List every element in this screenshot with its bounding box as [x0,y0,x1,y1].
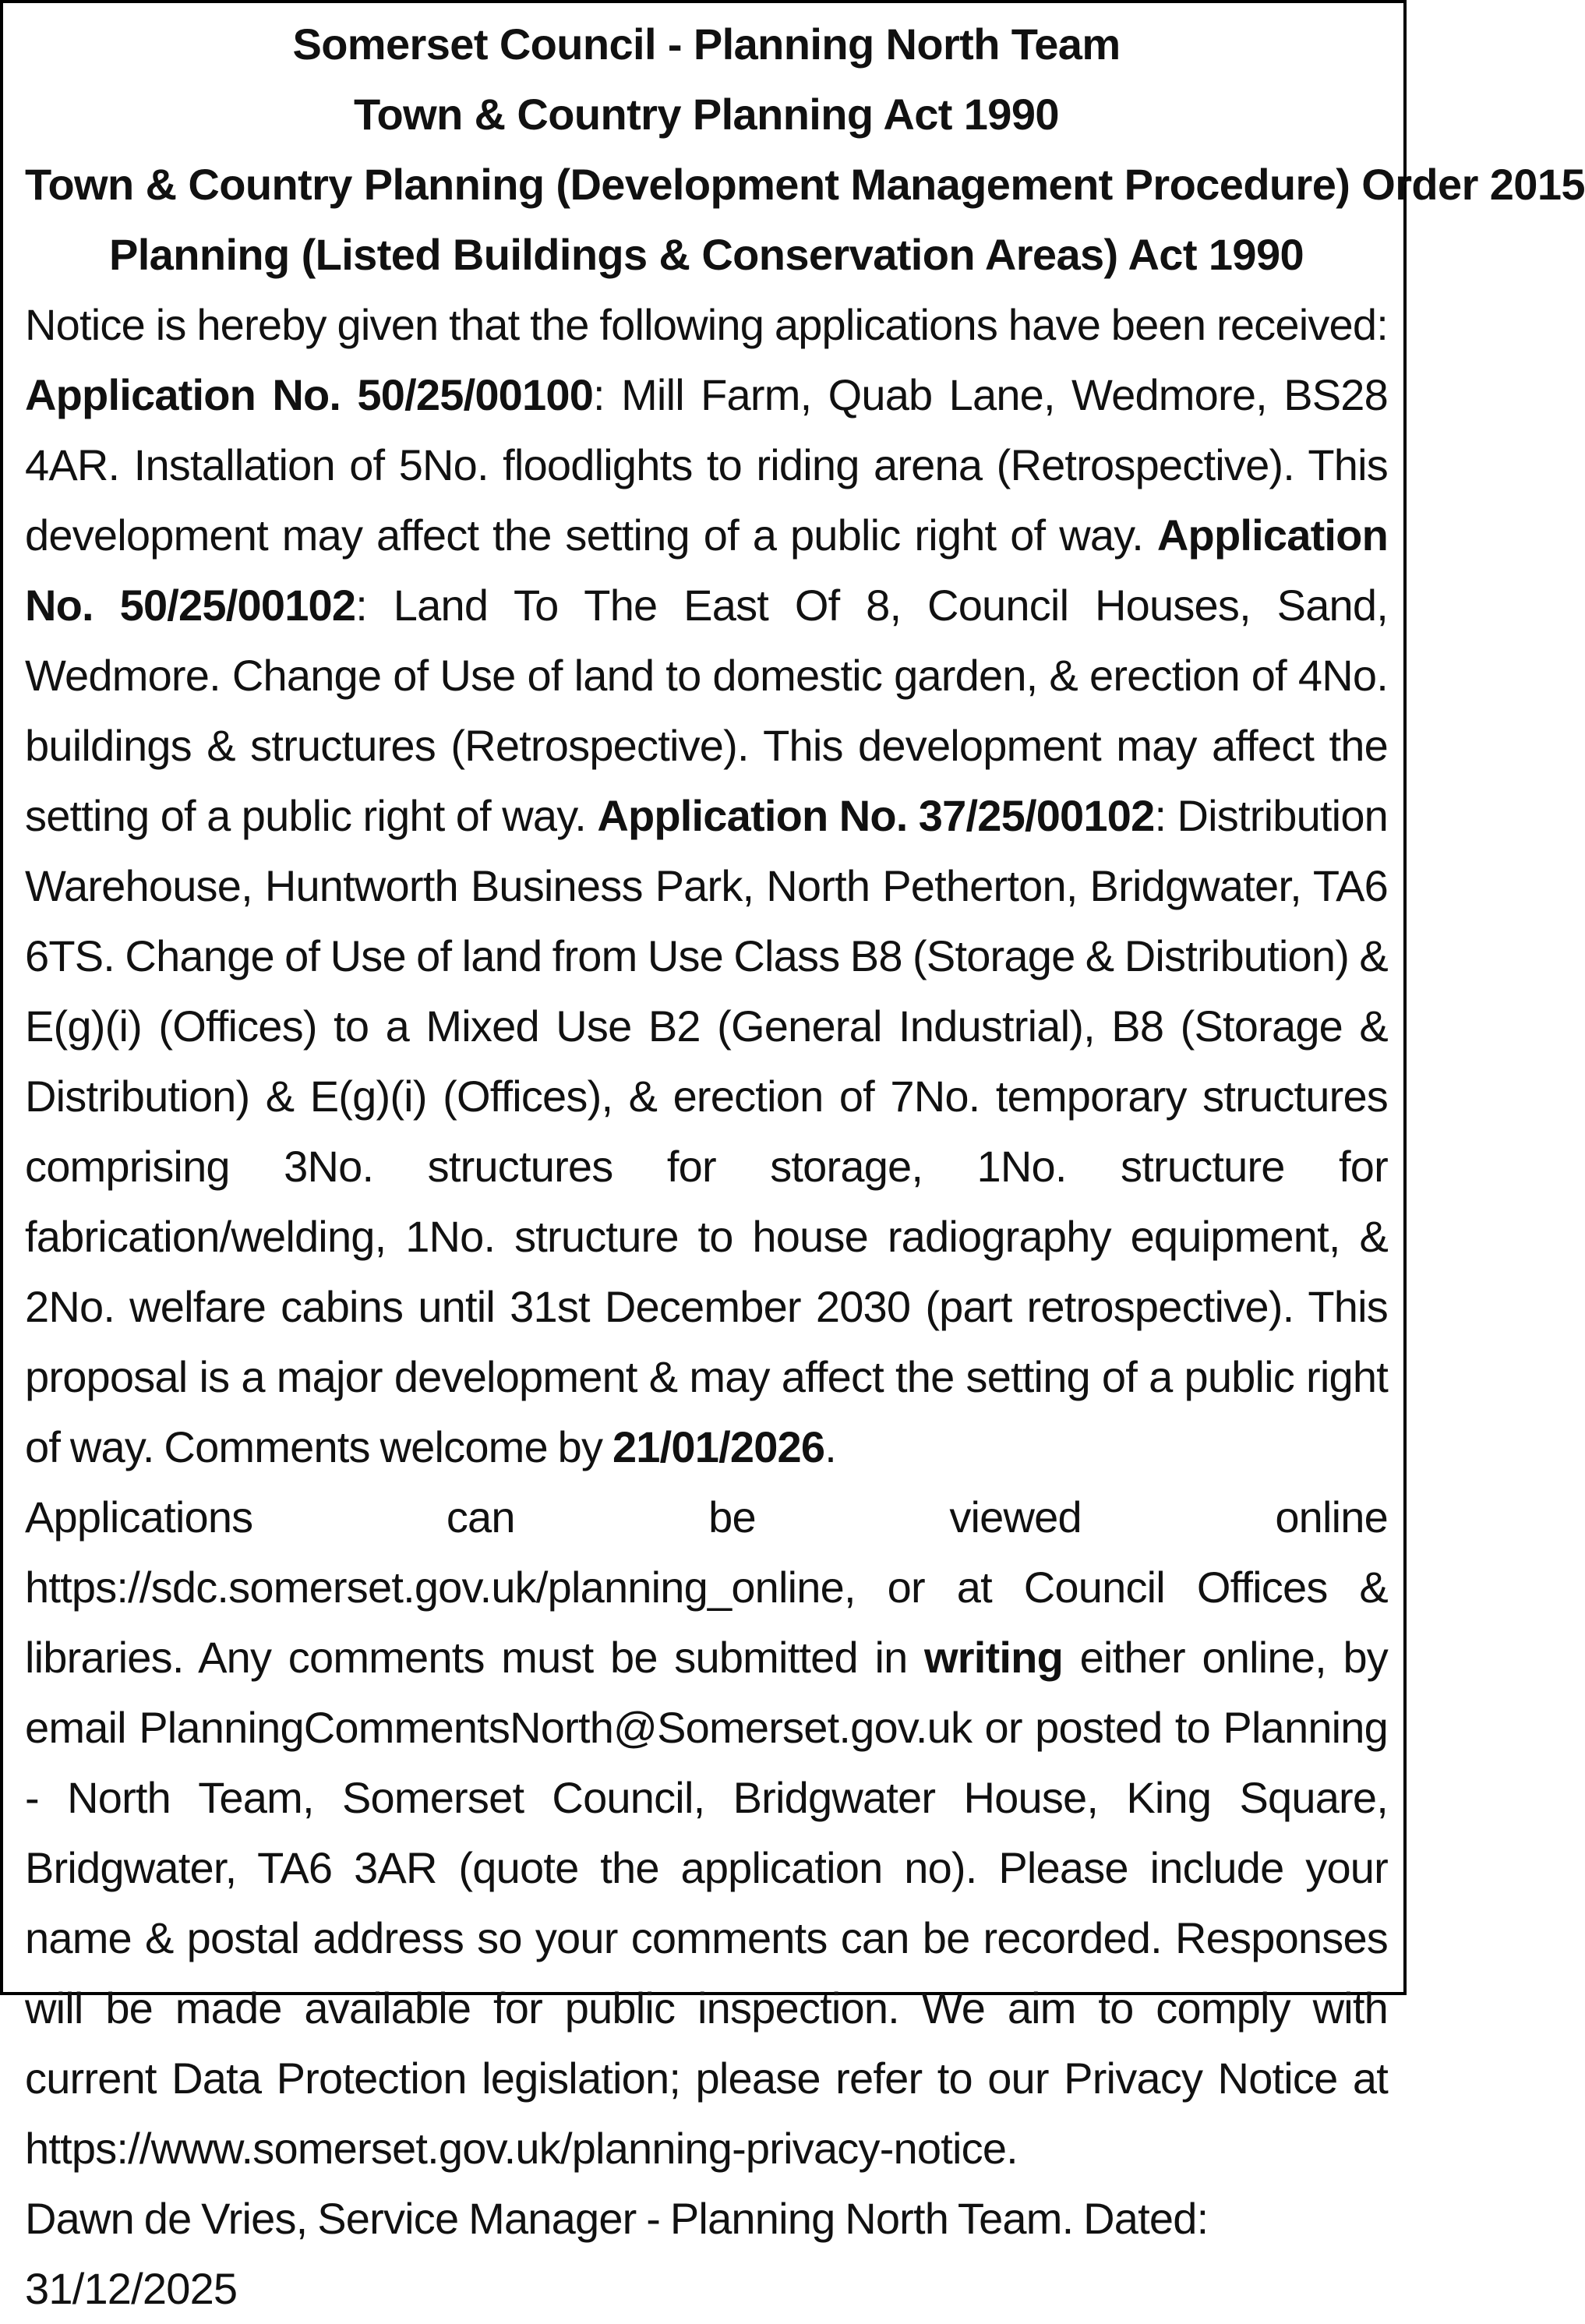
viewing-paragraph [25,1482,1388,2184]
application-2-details: : Land To The East Of 8, Council Houses, Sand, Wedmore. Change of Use of land to domestic garden, & erection of 4No. buildings & structures (Retrospective). This development may affect the setting of a public right of way. [25,581,1388,840]
applications-paragraph [25,290,1388,1482]
comments-deadline-suffix: . [824,1422,836,1471]
application-1-details: : Mill Farm, Quab Lane, Wedmore, BS28 4AR. Installation of 5No. floodlights to riding arena (Retrospective). This development may affect the setting of a public right of way. [25,370,1388,560]
application-3-details: : Distribution Warehouse, Huntworth Business Park, North Petherton, Bridgwater, TA6 6TS. Change of Use of land from Use Class B8 (Storage & Distribution) & E(g)(i) (Offices) to a Mixed Use B2 (General Industrial), B8 (Storage & Distribution) & E(g)(i) (Offices), & erection of 7No. temporary structures comprising 3No. structures for storage, 1No. structure for fabrication/welding, 1No. structure to house radiography equipment, & 2No. welfare cabins until 31st December 2030 (part retrospective). This proposal is a major development & may affect the setting of a public right of way. [25,791,1389,1471]
viewing-text-after: either online, by email PlanningCommentsNorth@Somerset.gov.uk or posted to Planning - North Team, Somerset Council, Bridgwater House, King Square, Bridgwater, TA6 3AR (quote the application no). Please include your name & postal address so your comments can be recorded. Responses will be made available for public inspection. We aim to comply with current Data Protection legislation; please refer to our Privacy Notice at https://www.somerset.gov.uk/planning-privacy-notice. [25,1633,1388,2173]
notice-intro: Notice is hereby given that the following applications have been received: [25,300,1388,349]
heading-council: Somerset Council - Planning North Team [292,19,1121,69]
application-3-number: Application No. 37/25/00102 [597,791,1155,840]
signoff-line: Dawn de Vries, Service Manager - Planning North Team. Dated: 31/12/2025 [25,2194,1209,2313]
heading-tcp-act: Town & Country Planning Act 1990 [354,90,1059,139]
heading-dmp-order: Town & Country Planning (Development Management Procedure) Order 2015 [25,160,1585,209]
notice-content [25,9,1585,2324]
application-2-number: Application No. 50/25/00102 [25,510,1388,630]
comments-deadline-prefix: Comments welcome by [164,1422,603,1471]
heading-listed-buildings-act: Planning (Listed Buildings & Conservation Areas) Act 1990 [108,230,1304,279]
writing-emphasis: writing [924,1633,1063,1682]
viewing-text-before: Applications can be viewed online https://sdc.somerset.gov.uk/planning_online, or at Council Offices & libraries. Any comments must be submitted in [25,1492,1388,1682]
comments-deadline-date: 21/01/2026 [612,1422,825,1471]
application-1-number: Application No. 50/25/00100 [25,370,594,419]
